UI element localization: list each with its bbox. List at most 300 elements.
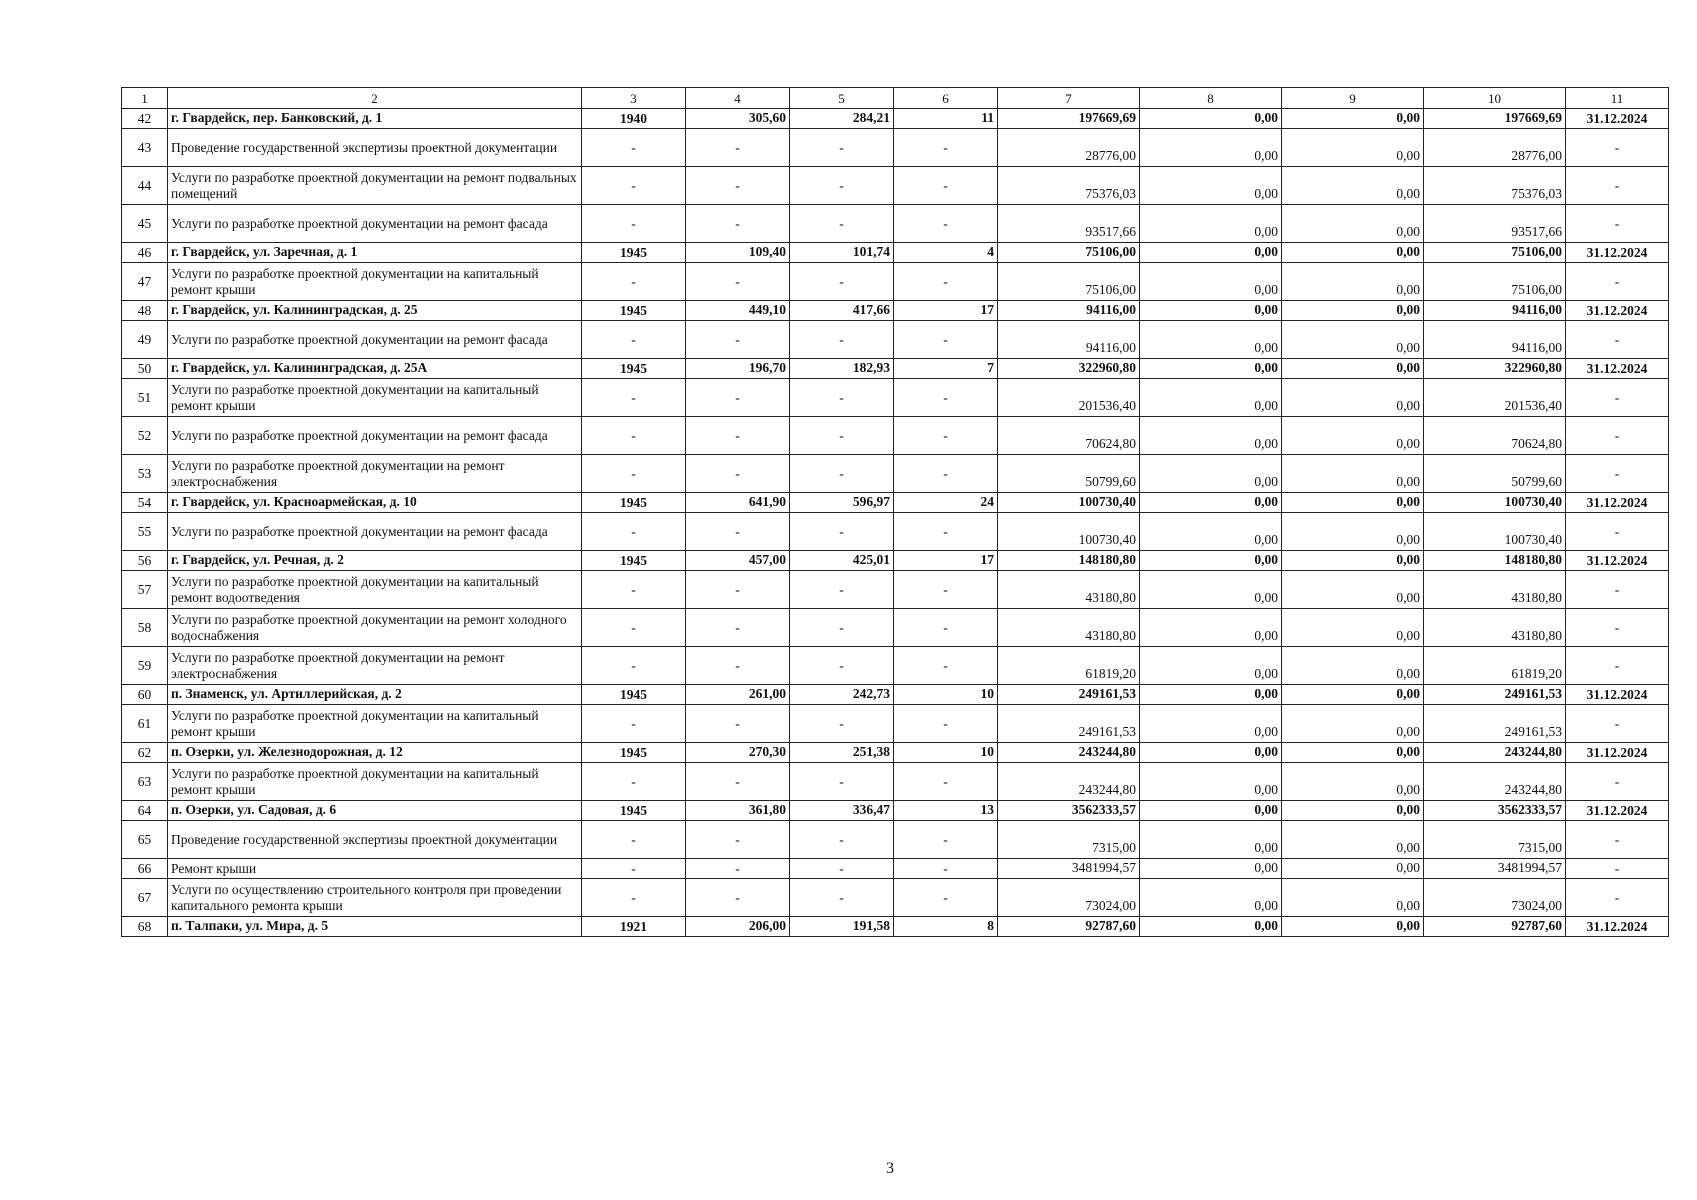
column-10-value: 43180,80 (1424, 571, 1566, 609)
completion-date: 31.12.2024 (1566, 109, 1669, 129)
completion-date: - (1566, 705, 1669, 743)
row-number: 44 (122, 167, 168, 205)
column-9-value: 0,00 (1282, 743, 1424, 763)
living-area: - (790, 321, 894, 359)
row-number: 51 (122, 379, 168, 417)
total-cost: 43180,80 (998, 609, 1140, 647)
column-10-value: 92787,60 (1424, 917, 1566, 937)
completion-date: - (1566, 763, 1669, 801)
column-9-value: 0,00 (1282, 263, 1424, 301)
column-8-value: 0,00 (1140, 609, 1282, 647)
row-number: 50 (122, 359, 168, 379)
total-cost: 93517,66 (998, 205, 1140, 243)
living-area: 336,47 (790, 801, 894, 821)
residents-count: - (894, 321, 998, 359)
living-area: 191,58 (790, 917, 894, 937)
completion-date: 31.12.2024 (1566, 243, 1669, 263)
building-row (122, 493, 1669, 513)
living-area: - (790, 609, 894, 647)
column-10-value: 322960,80 (1424, 359, 1566, 379)
total-area: 305,60 (686, 109, 790, 129)
total-cost: 61819,20 (998, 647, 1140, 685)
column-10-value: 75106,00 (1424, 243, 1566, 263)
year-built: - (582, 513, 686, 551)
column-8-value: 0,00 (1140, 801, 1282, 821)
living-area: - (790, 167, 894, 205)
row-number: 46 (122, 243, 168, 263)
living-area: - (790, 379, 894, 417)
total-cost: 3562333,57 (998, 801, 1140, 821)
column-9-value: 0,00 (1282, 359, 1424, 379)
column-9-value: 0,00 (1282, 571, 1424, 609)
total-cost: 197669,69 (998, 109, 1140, 129)
column-9-value: 0,00 (1282, 551, 1424, 571)
completion-date: 31.12.2024 (1566, 685, 1669, 705)
row-number: 42 (122, 109, 168, 129)
completion-date: 31.12.2024 (1566, 801, 1669, 821)
object-name: Услуги по разработке проектной документации на капитальный ремонт крыши (168, 763, 582, 801)
column-10-value: 94116,00 (1424, 321, 1566, 359)
total-area: 206,00 (686, 917, 790, 937)
column-8-value: 0,00 (1140, 205, 1282, 243)
total-cost: 75376,03 (998, 167, 1140, 205)
column-10-value: 249161,53 (1424, 685, 1566, 705)
living-area: 417,66 (790, 301, 894, 321)
work-item-row (122, 705, 1669, 743)
living-area: 596,97 (790, 493, 894, 513)
column-number-row (122, 88, 1669, 109)
total-area: 196,70 (686, 359, 790, 379)
residents-count: 4 (894, 243, 998, 263)
completion-date: - (1566, 129, 1669, 167)
column-8-value: 0,00 (1140, 379, 1282, 417)
completion-date: 31.12.2024 (1566, 359, 1669, 379)
year-built: - (582, 455, 686, 493)
living-area: - (790, 513, 894, 551)
row-number: 66 (122, 859, 168, 879)
column-10-value: 73024,00 (1424, 879, 1566, 917)
column-10-value: 243244,80 (1424, 763, 1566, 801)
column-10-value: 100730,40 (1424, 513, 1566, 551)
residents-count: - (894, 705, 998, 743)
completion-date: - (1566, 609, 1669, 647)
completion-date: - (1566, 647, 1669, 685)
year-built: - (582, 821, 686, 859)
column-8-value: 0,00 (1140, 129, 1282, 167)
total-cost: 75106,00 (998, 263, 1140, 301)
year-built: 1945 (582, 493, 686, 513)
year-built: 1945 (582, 301, 686, 321)
total-cost: 94116,00 (998, 301, 1140, 321)
column-9-value: 0,00 (1282, 801, 1424, 821)
object-name: Услуги по разработке проектной документации на ремонт подвальных помещений (168, 167, 582, 205)
column-10-value: 243244,80 (1424, 743, 1566, 763)
column-10-value: 3481994,57 (1424, 859, 1566, 879)
row-number: 59 (122, 647, 168, 685)
row-number: 64 (122, 801, 168, 821)
column-10-value: 93517,66 (1424, 205, 1566, 243)
work-item-row (122, 205, 1669, 243)
object-name: г. Гвардейск, ул. Красноармейская, д. 10 (168, 493, 582, 513)
residents-count: 13 (894, 801, 998, 821)
living-area: - (790, 455, 894, 493)
object-name: г. Гвардейск, ул. Заречная, д. 1 (168, 243, 582, 263)
total-area: - (686, 129, 790, 167)
total-area: - (686, 647, 790, 685)
total-area: 457,00 (686, 551, 790, 571)
object-name: Услуги по разработке проектной документации на ремонт фасада (168, 205, 582, 243)
year-built: - (582, 879, 686, 917)
column-9-value: 0,00 (1282, 167, 1424, 205)
living-area: - (790, 821, 894, 859)
column-10-value: 70624,80 (1424, 417, 1566, 455)
object-name: Проведение государственной экспертизы проектной документации (168, 821, 582, 859)
residents-count: - (894, 417, 998, 455)
column-10-value: 201536,40 (1424, 379, 1566, 417)
total-area: - (686, 263, 790, 301)
column-8-value: 0,00 (1140, 359, 1282, 379)
total-area: - (686, 321, 790, 359)
column-header: 5 (790, 88, 894, 109)
total-cost: 28776,00 (998, 129, 1140, 167)
column-10-value: 100730,40 (1424, 493, 1566, 513)
column-9-value: 0,00 (1282, 493, 1424, 513)
living-area: - (790, 879, 894, 917)
residents-count: - (894, 859, 998, 879)
object-name: Услуги по разработке проектной документации на ремонт электроснабжения (168, 647, 582, 685)
year-built: 1945 (582, 551, 686, 571)
column-9-value: 0,00 (1282, 609, 1424, 647)
total-area: - (686, 609, 790, 647)
column-8-value: 0,00 (1140, 859, 1282, 879)
work-item-row (122, 859, 1669, 879)
total-area: - (686, 879, 790, 917)
total-area: 449,10 (686, 301, 790, 321)
total-cost: 249161,53 (998, 685, 1140, 705)
work-item-row (122, 263, 1669, 301)
total-area: - (686, 417, 790, 455)
total-cost: 243244,80 (998, 763, 1140, 801)
residents-count: - (894, 609, 998, 647)
work-item-row (122, 417, 1669, 455)
total-cost: 249161,53 (998, 705, 1140, 743)
object-name: Услуги по осуществлению строительного контроля при проведении капитального ремонта крыши (168, 879, 582, 917)
work-item-row (122, 763, 1669, 801)
living-area: - (790, 571, 894, 609)
work-item-row (122, 167, 1669, 205)
column-10-value: 7315,00 (1424, 821, 1566, 859)
column-9-value: 0,00 (1282, 705, 1424, 743)
residents-count: 10 (894, 685, 998, 705)
work-item-row (122, 571, 1669, 609)
year-built: 1945 (582, 243, 686, 263)
completion-date: 31.12.2024 (1566, 917, 1669, 937)
column-9-value: 0,00 (1282, 821, 1424, 859)
column-9-value: 0,00 (1282, 859, 1424, 879)
repair-plan-table (121, 87, 1669, 937)
table-body (122, 88, 1669, 937)
column-10-value: 197669,69 (1424, 109, 1566, 129)
residents-count: - (894, 647, 998, 685)
column-9-value: 0,00 (1282, 647, 1424, 685)
living-area: - (790, 763, 894, 801)
completion-date: 31.12.2024 (1566, 301, 1669, 321)
building-row (122, 551, 1669, 571)
column-9-value: 0,00 (1282, 685, 1424, 705)
total-area: - (686, 821, 790, 859)
living-area: - (790, 263, 894, 301)
column-8-value: 0,00 (1140, 705, 1282, 743)
column-8-value: 0,00 (1140, 763, 1282, 801)
column-8-value: 0,00 (1140, 571, 1282, 609)
row-number: 54 (122, 493, 168, 513)
living-area: - (790, 417, 894, 455)
column-10-value: 50799,60 (1424, 455, 1566, 493)
building-row (122, 243, 1669, 263)
object-name: Услуги по разработке проектной документации на капитальный ремонт крыши (168, 263, 582, 301)
total-cost: 94116,00 (998, 321, 1140, 359)
year-built: - (582, 859, 686, 879)
total-cost: 75106,00 (998, 243, 1140, 263)
year-built: - (582, 129, 686, 167)
column-8-value: 0,00 (1140, 321, 1282, 359)
work-item-row (122, 379, 1669, 417)
completion-date: - (1566, 879, 1669, 917)
object-name: Услуги по разработке проектной документации на ремонт фасада (168, 321, 582, 359)
work-item-row (122, 321, 1669, 359)
column-10-value: 28776,00 (1424, 129, 1566, 167)
work-item-row (122, 129, 1669, 167)
column-9-value: 0,00 (1282, 321, 1424, 359)
residents-count: 7 (894, 359, 998, 379)
residents-count: - (894, 763, 998, 801)
year-built: - (582, 763, 686, 801)
object-name: г. Гвардейск, пер. Банковский, д. 1 (168, 109, 582, 129)
year-built: - (582, 647, 686, 685)
living-area: 242,73 (790, 685, 894, 705)
column-9-value: 0,00 (1282, 243, 1424, 263)
building-row (122, 109, 1669, 129)
year-built: 1945 (582, 359, 686, 379)
column-8-value: 0,00 (1140, 513, 1282, 551)
column-9-value: 0,00 (1282, 763, 1424, 801)
column-8-value: 0,00 (1140, 551, 1282, 571)
column-8-value: 0,00 (1140, 685, 1282, 705)
total-area: - (686, 167, 790, 205)
year-built: - (582, 321, 686, 359)
object-name: г. Гвардейск, ул. Калининградская, д. 25 (168, 301, 582, 321)
row-number: 45 (122, 205, 168, 243)
column-10-value: 75376,03 (1424, 167, 1566, 205)
building-row (122, 301, 1669, 321)
column-9-value: 0,00 (1282, 129, 1424, 167)
year-built: - (582, 205, 686, 243)
residents-count: - (894, 205, 998, 243)
total-cost: 7315,00 (998, 821, 1140, 859)
column-header: 9 (1282, 88, 1424, 109)
completion-date: - (1566, 321, 1669, 359)
year-built: - (582, 167, 686, 205)
column-10-value: 3562333,57 (1424, 801, 1566, 821)
column-8-value: 0,00 (1140, 879, 1282, 917)
year-built: 1945 (582, 685, 686, 705)
column-9-value: 0,00 (1282, 301, 1424, 321)
total-area: - (686, 571, 790, 609)
total-area: 261,00 (686, 685, 790, 705)
year-built: 1921 (582, 917, 686, 937)
column-header: 1 (122, 88, 168, 109)
total-area: - (686, 205, 790, 243)
column-9-value: 0,00 (1282, 879, 1424, 917)
residents-count: 17 (894, 551, 998, 571)
residents-count: - (894, 455, 998, 493)
work-item-row (122, 647, 1669, 685)
total-area: 109,40 (686, 243, 790, 263)
object-name: Проведение государственной экспертизы проектной документации (168, 129, 582, 167)
column-8-value: 0,00 (1140, 821, 1282, 859)
row-number: 48 (122, 301, 168, 321)
row-number: 47 (122, 263, 168, 301)
residents-count: - (894, 821, 998, 859)
total-cost: 148180,80 (998, 551, 1140, 571)
column-header: 6 (894, 88, 998, 109)
column-10-value: 43180,80 (1424, 609, 1566, 647)
living-area: 182,93 (790, 359, 894, 379)
row-number: 49 (122, 321, 168, 359)
total-cost: 70624,80 (998, 417, 1140, 455)
total-cost: 322960,80 (998, 359, 1140, 379)
total-cost: 43180,80 (998, 571, 1140, 609)
column-8-value: 0,00 (1140, 647, 1282, 685)
page-number: 3 (886, 1160, 894, 1177)
column-header: 3 (582, 88, 686, 109)
column-8-value: 0,00 (1140, 109, 1282, 129)
column-8-value: 0,00 (1140, 743, 1282, 763)
total-cost: 92787,60 (998, 917, 1140, 937)
residents-count: - (894, 571, 998, 609)
residents-count: - (894, 513, 998, 551)
column-header: 8 (1140, 88, 1282, 109)
column-10-value: 75106,00 (1424, 263, 1566, 301)
total-area: - (686, 763, 790, 801)
residents-count: 17 (894, 301, 998, 321)
living-area: - (790, 647, 894, 685)
total-area: 641,90 (686, 493, 790, 513)
completion-date: 31.12.2024 (1566, 551, 1669, 571)
column-9-value: 0,00 (1282, 455, 1424, 493)
column-9-value: 0,00 (1282, 109, 1424, 129)
year-built: 1945 (582, 743, 686, 763)
column-8-value: 0,00 (1140, 243, 1282, 263)
total-area: - (686, 705, 790, 743)
object-name: Услуги по разработке проектной документации на ремонт холодного водоснабжения (168, 609, 582, 647)
column-10-value: 61819,20 (1424, 647, 1566, 685)
column-9-value: 0,00 (1282, 513, 1424, 551)
object-name: г. Гвардейск, ул. Речная, д. 2 (168, 551, 582, 571)
year-built: 1945 (582, 801, 686, 821)
year-built: - (582, 571, 686, 609)
total-area: - (686, 513, 790, 551)
residents-count: - (894, 379, 998, 417)
total-cost: 100730,40 (998, 493, 1140, 513)
living-area: 101,74 (790, 243, 894, 263)
work-item-row (122, 879, 1669, 917)
total-cost: 243244,80 (998, 743, 1140, 763)
row-number: 62 (122, 743, 168, 763)
work-item-row (122, 455, 1669, 493)
row-number: 61 (122, 705, 168, 743)
building-row (122, 917, 1669, 937)
object-name: Услуги по разработке проектной документации на ремонт электроснабжения (168, 455, 582, 493)
total-cost: 201536,40 (998, 379, 1140, 417)
row-number: 58 (122, 609, 168, 647)
completion-date: - (1566, 821, 1669, 859)
year-built: - (582, 609, 686, 647)
living-area: - (790, 705, 894, 743)
residents-count: - (894, 129, 998, 167)
column-header: 2 (168, 88, 582, 109)
living-area: 425,01 (790, 551, 894, 571)
row-number: 68 (122, 917, 168, 937)
object-name: п. Озерки, ул. Садовая, д. 6 (168, 801, 582, 821)
year-built: - (582, 379, 686, 417)
column-8-value: 0,00 (1140, 455, 1282, 493)
column-8-value: 0,00 (1140, 167, 1282, 205)
column-8-value: 0,00 (1140, 301, 1282, 321)
column-8-value: 0,00 (1140, 417, 1282, 455)
living-area: - (790, 859, 894, 879)
completion-date: - (1566, 263, 1669, 301)
completion-date: - (1566, 205, 1669, 243)
total-cost: 100730,40 (998, 513, 1140, 551)
object-name: Услуги по разработке проектной документации на ремонт фасада (168, 417, 582, 455)
object-name: Услуги по разработке проектной документации на капитальный ремонт водоотведения (168, 571, 582, 609)
column-9-value: 0,00 (1282, 417, 1424, 455)
object-name: г. Гвардейск, ул. Калининградская, д. 25А (168, 359, 582, 379)
column-header: 7 (998, 88, 1140, 109)
total-area: - (686, 455, 790, 493)
object-name: Услуги по разработке проектной документации на капитальный ремонт крыши (168, 705, 582, 743)
work-item-row (122, 609, 1669, 647)
year-built: - (582, 417, 686, 455)
work-item-row (122, 821, 1669, 859)
residents-count: 10 (894, 743, 998, 763)
row-number: 55 (122, 513, 168, 551)
living-area: - (790, 129, 894, 167)
completion-date: - (1566, 513, 1669, 551)
row-number: 65 (122, 821, 168, 859)
object-name: п. Озерки, ул. Железнодорожная, д. 12 (168, 743, 582, 763)
row-number: 52 (122, 417, 168, 455)
living-area: 284,21 (790, 109, 894, 129)
completion-date: 31.12.2024 (1566, 743, 1669, 763)
completion-date: - (1566, 167, 1669, 205)
object-name: п. Талпаки, ул. Мира, д. 5 (168, 917, 582, 937)
completion-date: - (1566, 455, 1669, 493)
living-area: - (790, 205, 894, 243)
total-area: 270,30 (686, 743, 790, 763)
column-9-value: 0,00 (1282, 379, 1424, 417)
total-area: - (686, 859, 790, 879)
residents-count: 8 (894, 917, 998, 937)
row-number: 63 (122, 763, 168, 801)
object-name: п. Знаменск, ул. Артиллерийская, д. 2 (168, 685, 582, 705)
completion-date: 31.12.2024 (1566, 493, 1669, 513)
completion-date: - (1566, 379, 1669, 417)
row-number: 60 (122, 685, 168, 705)
total-area: - (686, 379, 790, 417)
total-cost: 73024,00 (998, 879, 1140, 917)
